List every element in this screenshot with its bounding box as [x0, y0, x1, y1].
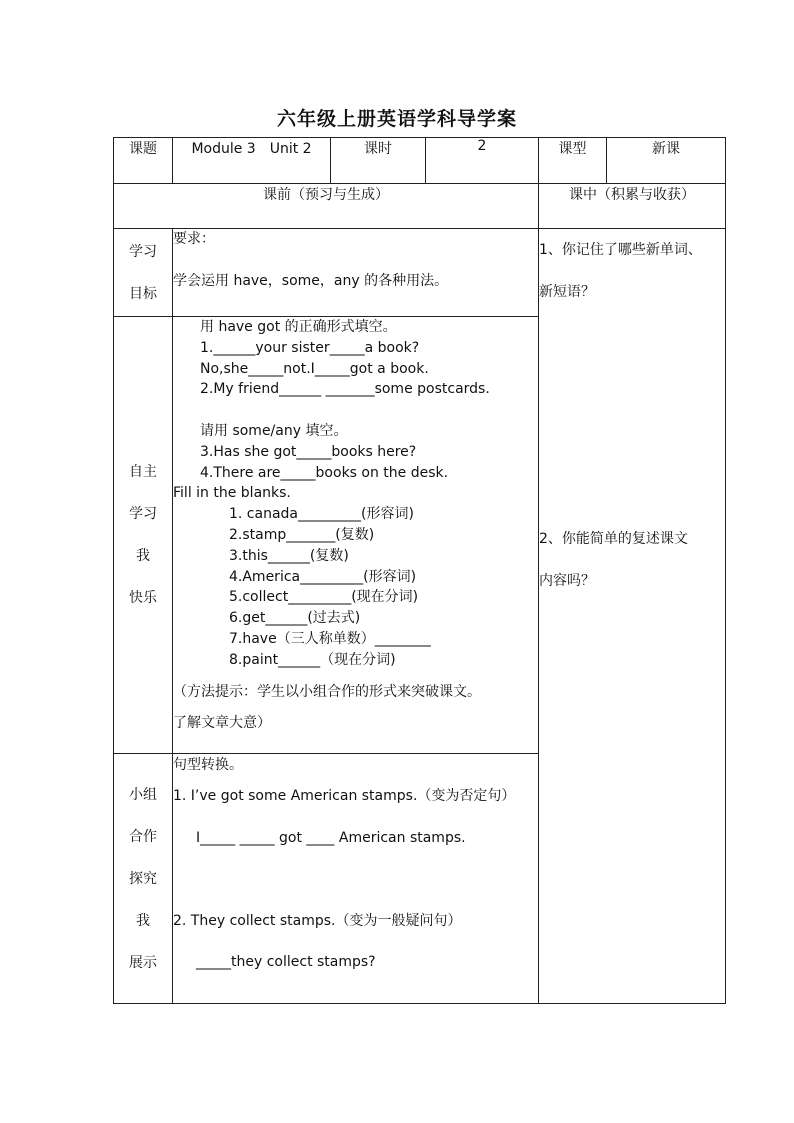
in-class-notes: [539, 229, 726, 1004]
transform-answer-1: I_____ _____ got ____ American stamps.: [196, 829, 466, 846]
header-row: [114, 138, 726, 184]
type-value: 新课: [607, 138, 726, 184]
goals-label: 学习 目标: [114, 229, 173, 317]
exercise-instruction-fill: Fill in the blanks.: [173, 485, 291, 502]
question-retell-cont: 内容吗？: [539, 573, 595, 589]
section-before: 课前（预习与生成）: [114, 184, 539, 229]
exercise-line: 4.There are_____books on the desk.: [200, 464, 449, 481]
exercise-line: 5.collect_________(现在分词): [229, 589, 419, 606]
transform-answer-2: _____they collect stamps?: [196, 954, 376, 970]
self-study-label: 自主 学习 我 快乐: [114, 317, 173, 754]
goals-body: [173, 229, 539, 317]
exercise-line: 2.stamp_______(复数): [229, 526, 375, 543]
transform-question-2: 2. They collect stamps.（变为一般疑问句）: [173, 912, 462, 929]
exercise-line: 1. canada_________(形容词): [229, 506, 414, 523]
method-tip-cont: 了解文章大意）: [173, 714, 271, 731]
exercise-line: 2.My friend______ _______some postcards.: [200, 381, 490, 398]
group-work-body: [173, 754, 539, 1004]
exercise-instruction-havegot: 用 have got 的正确形式填空。: [200, 319, 397, 335]
group-work-label: 小组 合作 探究 我 展示: [114, 754, 173, 1004]
topic-label: 课题: [114, 138, 173, 184]
method-tip: （方法提示：学生以小组合作的形式来突破课文。: [173, 683, 481, 700]
exercise-instruction-someany: 请用 some/any 填空。: [200, 422, 348, 439]
self-study-exercises: [173, 317, 539, 754]
section-row: [114, 184, 726, 229]
question-new-words: 1、你记住了哪些新单词、: [539, 242, 702, 258]
exercise-line: 8.paint______（现在分词): [229, 651, 396, 668]
exercise-line: 1.______your sister_____a book?: [200, 339, 420, 356]
topic-value: Module 3 Unit 2: [173, 138, 331, 184]
section-during: 课中（积累与收获）: [539, 184, 726, 229]
question-retell: 2、你能简单的复述课文: [539, 531, 688, 547]
sentence-transform-heading: 句型转换。: [173, 757, 243, 773]
goals-row: [114, 229, 726, 317]
type-label: 课型: [539, 138, 607, 184]
lesson-plan-table: [113, 137, 726, 1004]
question-new-words-cont: 新短语？: [539, 284, 595, 300]
exercise-line: 4.America_________(形容词): [229, 568, 417, 585]
page-title: 六年级上册英语学科导学案: [276, 108, 517, 130]
exercise-line: No,she_____not.I_____got a book.: [200, 360, 429, 377]
period-value: 2: [426, 138, 539, 184]
goals-text: 学会运用 have，some，any 的各种用法。: [173, 273, 449, 289]
goals-requirement: 要求：: [173, 231, 215, 247]
transform-question-1: 1. I’ve got some American stamps.（变为否定句）: [173, 788, 516, 804]
exercise-line: 3.Has she got_____books here?: [200, 443, 417, 460]
exercise-line: 3.this______(复数): [229, 547, 349, 564]
exercise-line: 7.have（三人称单数）________: [229, 630, 431, 647]
exercise-line: 6.get______(过去式): [229, 610, 361, 627]
period-label: 课时: [331, 138, 426, 184]
